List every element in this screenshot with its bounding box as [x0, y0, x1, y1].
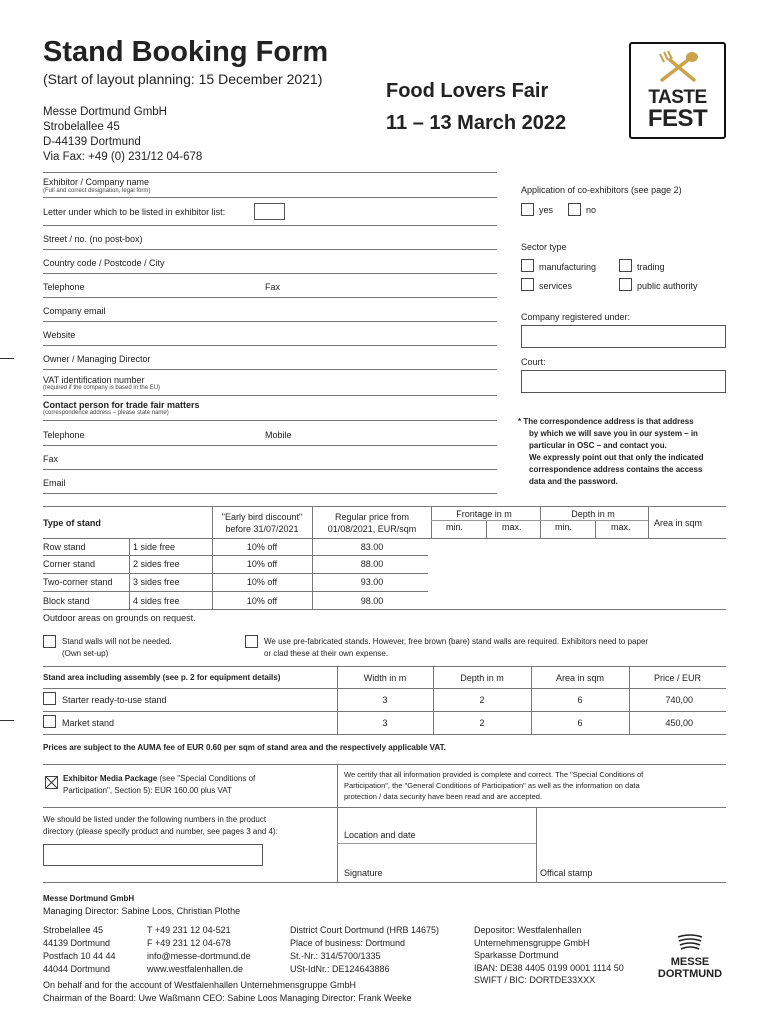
fold-mark — [0, 720, 14, 721]
assembly-depth: 2 — [479, 718, 485, 728]
row-rule — [43, 711, 726, 712]
logo-text: MESSE — [670, 956, 710, 968]
manufacturing-label: manufacturing — [539, 262, 597, 272]
width-header: Width in m — [363, 673, 407, 683]
col-rule — [312, 506, 313, 609]
stand-price: 83.00 — [360, 542, 384, 552]
coexhibitors-no-checkbox[interactable] — [568, 203, 581, 216]
media-package-label: Exhibitor Media Package (see "Special Conditions of Participation", Section 5): EUR 160.00 plus VAT — [63, 774, 256, 795]
logo-text: TASTE — [648, 87, 707, 108]
fold-mark — [0, 358, 14, 359]
contact-note: (correspondence address – please state name) — [43, 410, 169, 416]
footer-company: Messe Dortmund GmbH — [43, 894, 135, 903]
stand-sides: 4 sides free — [133, 596, 180, 606]
signature-label: Signature — [344, 868, 383, 878]
table-rule — [43, 666, 726, 667]
col-rule — [536, 807, 537, 882]
table-rule — [43, 688, 726, 689]
auma-note: Prices are subject to the AUMA fee of EUR 0.60 per sqm of stand area and the respectively applicable VAT. — [43, 743, 446, 752]
assembly-label: Market stand — [62, 718, 115, 728]
frontage-min: min. — [446, 522, 464, 532]
sector-label: Sector type — [521, 242, 567, 252]
logo-text: DORTMUND — [657, 968, 723, 980]
stand-price: 98.00 — [360, 596, 384, 606]
divider — [43, 882, 726, 883]
contact-heading: Contact person for trade fair matters — [43, 400, 200, 410]
exhibitor-list-letter-label: Letter under which to be listed in exhibitor list: — [43, 207, 226, 217]
exhibitor-list-letter-field[interactable] — [254, 203, 285, 220]
depth-min: min. — [555, 522, 573, 532]
fax-label: Fax — [265, 282, 281, 292]
assembly-width: 3 — [382, 695, 388, 705]
stand-early: 10% off — [246, 542, 278, 552]
vat-note: (required if the company is based in the EU) — [43, 385, 161, 391]
prefab-walls-checkbox[interactable] — [245, 635, 258, 648]
divider — [43, 469, 497, 470]
table-rule — [43, 506, 726, 507]
col-rule — [540, 507, 541, 538]
services-label: services — [539, 281, 573, 291]
coexhibitors-yes-checkbox[interactable] — [521, 203, 534, 216]
fair-name: Food Lovers Fair — [386, 80, 549, 102]
assembly-area: 6 — [577, 695, 583, 705]
type-of-stand-header: Type of stand — [43, 518, 101, 528]
registered-field[interactable] — [521, 325, 726, 348]
public-authority-checkbox[interactable] — [619, 278, 632, 291]
depth-header: Depth in m — [571, 509, 615, 519]
stand-type: Block stand — [43, 596, 90, 606]
coexhibitors-label: Application of co-exhibitors (see page 2) — [521, 185, 682, 195]
court-field[interactable] — [521, 370, 726, 393]
divider — [43, 225, 497, 226]
divider — [43, 321, 497, 322]
divider — [43, 764, 726, 765]
price-header: Price / EUR — [653, 673, 701, 683]
stand-type: Row stand — [43, 542, 86, 552]
contact-fax-label: Fax — [43, 454, 59, 464]
regular-price-header: Regular price from 01/08/2021, EUR/sqm — [327, 512, 417, 534]
col-rule — [337, 666, 338, 734]
telephone-label: Telephone — [43, 282, 85, 292]
street-label: Street / no. (no post-box) — [43, 234, 143, 244]
divider — [43, 345, 497, 346]
col-rule — [337, 764, 338, 882]
stand-early: 10% off — [246, 596, 278, 606]
divider — [43, 420, 497, 421]
divider — [43, 249, 497, 250]
stamp-label: Offical stamp — [540, 868, 593, 878]
contact-mobile-label: Mobile — [265, 430, 292, 440]
media-package-checkbox[interactable] — [45, 776, 58, 789]
owner-label: Owner / Managing Director — [43, 354, 151, 364]
footer-address: Strobelallee 45 44139 Dortmund Postfach 10 44 44 44044 Dortmund — [43, 925, 116, 974]
stand-price: 88.00 — [360, 559, 384, 569]
depth-header: Depth in m — [460, 673, 504, 683]
footer-bank: Depositor: Westfalenhallen Unternehmensgruppe GmbH Sparkasse Dortmund IBAN: DE38 4405 0199 0001 1114 50 SWIFT / BIC: DORTDE33XXX — [474, 925, 624, 985]
table-rule — [43, 609, 726, 610]
location-date-label: Location and date — [344, 830, 416, 840]
footer-contact: T +49 231 12 04-521 F +49 231 12 04-678 info@messe-dortmund.de www.westfalenhallen.de — [147, 925, 251, 974]
yes-label: yes — [539, 205, 554, 215]
fair-dates: 11 – 13 March 2022 — [386, 112, 567, 134]
frontage-header: Frontage in m — [456, 509, 512, 519]
services-checkbox[interactable] — [521, 278, 534, 291]
no-walls-label: Stand walls will not be needed. (Own set-up) — [62, 637, 172, 658]
col-rule — [648, 507, 649, 538]
divider — [43, 297, 497, 298]
website-label: Website — [43, 330, 76, 340]
footer-behalf: On behalf and for the account of Westfalenhallen Unternehmensgruppe GmbH — [43, 980, 357, 990]
vat-label: VAT identification number — [43, 375, 145, 385]
check-cross-icon — [46, 777, 57, 788]
footer-managing: Managing Director: Sabine Loos, Christian Plothe — [43, 906, 241, 916]
stand-early: 10% off — [246, 577, 278, 587]
footer-registry: District Court Dortmund (HRB 14675) Place of business: Dortmund St.-Nr.: 314/5700/1335 USt-IdNr.: DE124643886 — [290, 925, 440, 974]
assembly-area: 6 — [577, 718, 583, 728]
city-label: Country code / Postcode / City — [43, 258, 165, 268]
area-header: Area in sqm — [654, 518, 703, 528]
certify-text: We certify that all information provided is complete and correct. The "Special Conditions of Participation", the "General Conditions of Participation" as well as the information on data protection / data security have been read and are accepted. — [344, 770, 644, 801]
assembly-label: Starter ready-to-use stand — [62, 695, 167, 705]
no-label: no — [586, 205, 597, 215]
divider — [43, 273, 497, 274]
col-rule — [212, 506, 213, 609]
divider — [337, 843, 536, 844]
stand-price: 93.00 — [360, 577, 384, 587]
fork-spoon-icon — [652, 50, 704, 84]
stand-type: Corner stand — [43, 559, 96, 569]
col-rule — [595, 520, 596, 538]
org-address — [43, 105, 202, 165]
assembly-heading: Stand area including assembly (see p. 2 for equipment details) — [43, 673, 281, 682]
frontage-max: max. — [502, 522, 522, 532]
table-rule — [43, 734, 726, 735]
depth-max: max. — [611, 522, 631, 532]
divider — [43, 172, 497, 173]
starter-stand-checkbox[interactable] — [43, 692, 56, 705]
stand-sides: 1 side free — [133, 542, 176, 552]
contact-email-label: Email — [43, 478, 66, 488]
col-rule — [431, 520, 648, 521]
manufacturing-checkbox[interactable] — [521, 259, 534, 272]
page-subtitle: (Start of layout planning: 15 December 2021) — [43, 71, 323, 87]
assembly-depth: 2 — [479, 695, 485, 705]
public-authority-label: public authority — [637, 281, 698, 291]
col-rule — [486, 520, 487, 538]
assembly-price: 450,00 — [665, 718, 693, 728]
outdoor-note: Outdoor areas on grounds on request. — [43, 613, 196, 623]
stand-sides: 2 sides free — [133, 559, 180, 569]
org-line: D-44139 Dortmund — [43, 136, 141, 148]
org-line: Strobelallee 45 — [43, 121, 120, 133]
court-label: Court: — [521, 357, 546, 367]
org-line: Via Fax: +49 (0) 231/12 04-678 — [43, 151, 203, 163]
correspondence-note: * The correspondence address is that address by which we will save you in our system – in particular in OSC – and contact you. We expressly point out that only the indicated correspondence address contains the access data and the password. — [518, 417, 704, 486]
messe-dortmund-logo — [652, 934, 728, 986]
col-rule — [129, 538, 130, 609]
company-email-label: Company email — [43, 306, 106, 316]
col-rule — [433, 666, 434, 734]
row-rule — [43, 573, 428, 574]
assembly-price: 740,00 — [665, 695, 693, 705]
col-rule — [629, 666, 630, 734]
trading-label: trading — [637, 262, 665, 272]
prefab-walls-label: We use pre-fabricated stands. However, free brown (bare) stand walls are required. Exhibitors need to paper or clad these at their own expense. — [264, 637, 649, 658]
trading-checkbox[interactable] — [619, 259, 632, 272]
stand-sides: 3 sides free — [133, 577, 180, 587]
area-header: Area in sqm — [555, 673, 605, 683]
stand-early: 10% off — [246, 559, 278, 569]
exhibitor-name-label: Exhibitor / Company name — [43, 177, 150, 187]
product-directory-field[interactable] — [43, 844, 263, 866]
contact-telephone-label: Telephone — [43, 430, 85, 440]
divider — [43, 807, 726, 808]
divider — [43, 395, 497, 396]
footer-chairman: Chairman of the Board: Uwe Waßmann CEO: Sabine Loos Managing Director: Frank Weeke — [43, 993, 412, 1003]
no-walls-checkbox[interactable] — [43, 635, 56, 648]
page-title: Stand Booking Form — [43, 36, 329, 68]
row-rule — [43, 591, 428, 592]
exhibitor-name-note: (Full and correct designation, legal form) — [43, 188, 151, 194]
early-bird-header: "Early bird discount" before 31/07/2021 — [221, 512, 303, 534]
registered-label: Company registered under: — [521, 312, 631, 322]
taste-fest-logo — [629, 42, 726, 139]
stand-type: Two-corner stand — [43, 577, 113, 587]
org-line: Messe Dortmund GmbH — [43, 106, 167, 118]
col-rule — [431, 507, 432, 538]
logo-text: FEST — [647, 105, 708, 132]
listing-text: We should be listed under the following numbers in the product directory (please specify product and number, see pages 3 and 4): — [43, 815, 278, 836]
market-stand-checkbox[interactable] — [43, 715, 56, 728]
messe-logo-icon — [676, 934, 704, 952]
divider — [43, 369, 497, 370]
table-rule — [43, 538, 726, 539]
divider — [43, 445, 497, 446]
divider — [43, 493, 497, 494]
row-rule — [43, 555, 428, 556]
divider — [43, 197, 497, 198]
col-rule — [531, 666, 532, 734]
assembly-width: 3 — [382, 718, 388, 728]
